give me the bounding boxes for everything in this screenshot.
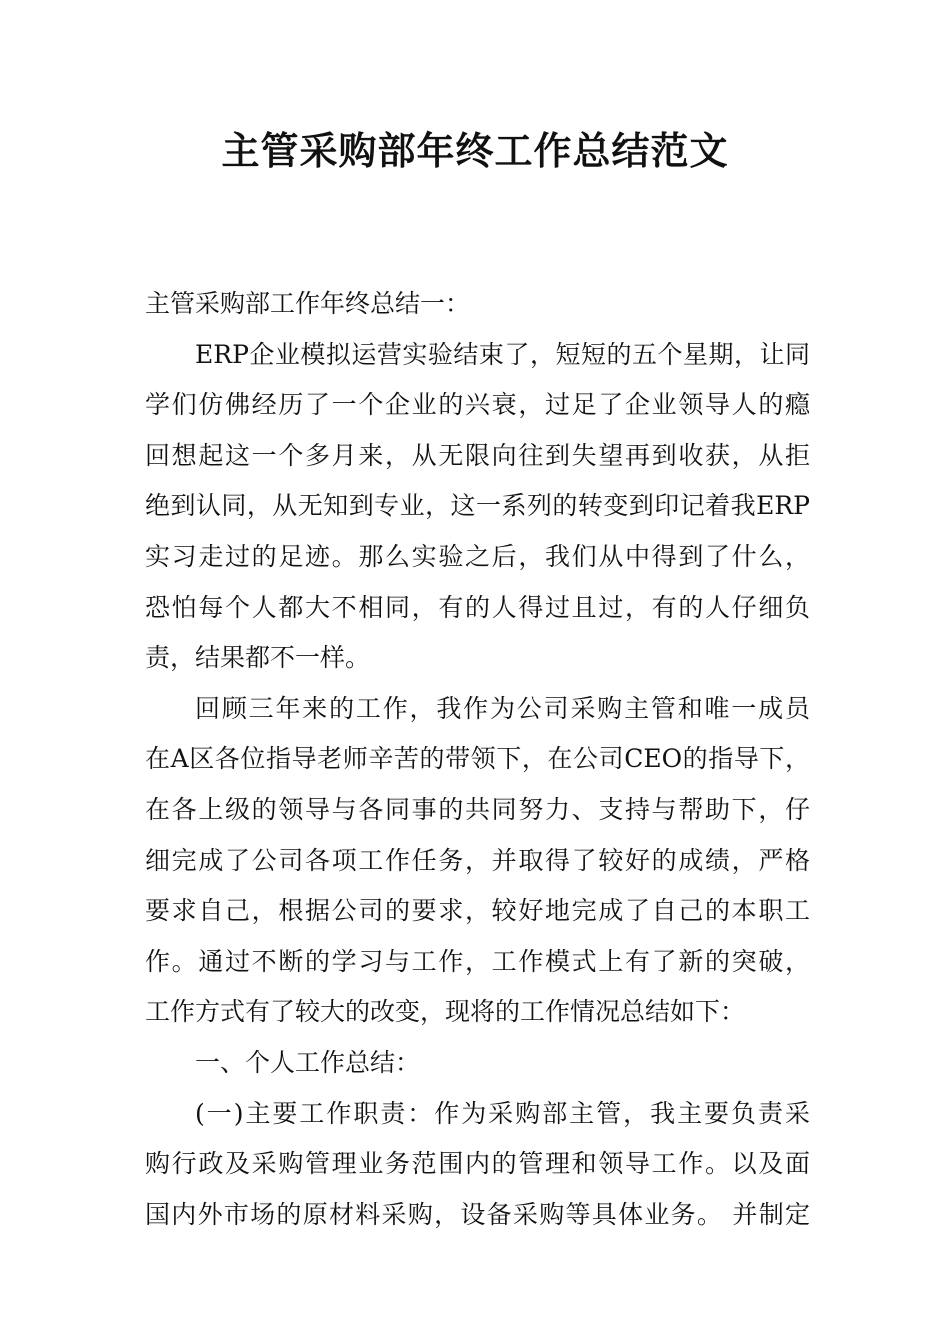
- paragraph-line: 回顾三年来的工作，我作为公司采购主管和唯一成员: [195, 693, 810, 723]
- paragraph-line: 实习走过的足迹。那么实验之后，我们从中得到了什么，: [145, 541, 810, 571]
- paragraph-line: 恐怕每个人都大不相同，有的人得过且过，有的人仔细负: [145, 592, 810, 622]
- document-body: [145, 279, 810, 1240]
- paragraph-line: 在A区各位指导老师辛苦的带领下，在公司CEO的指导下，: [145, 744, 810, 774]
- document-title: 主管采购部年终工作总结范文: [221, 129, 729, 173]
- paragraph-line: ERP企业模拟运营实验结束了，短短的五个星期，让同: [195, 339, 810, 369]
- paragraph-line: (一)主要工作职责：作为采购部主管，我主要负责采: [195, 1098, 810, 1128]
- paragraph-line: 在各上级的领导与各同事的共同努力、支持与帮助下，仔: [145, 794, 810, 824]
- paragraph-line: 绝到认同，从无知到专业，这一系列的转变到印记着我ERP: [145, 491, 810, 521]
- paragraph-line: 工作方式有了较大的改变，现将的工作情况总结如下：: [145, 997, 746, 1027]
- paragraph-line: 作。通过不断的学习与工作，工作模式上有了新的突破，: [145, 946, 810, 976]
- paragraph-line: 责，结果都不一样。: [145, 643, 371, 673]
- paragraph-line: 细完成了公司各项工作任务，并取得了较好的成绩，严格: [145, 845, 810, 875]
- paragraph-line: 购行政及采购管理业务范围内的管理和领导工作。以及面: [145, 1149, 810, 1179]
- paragraph-line: 学们仿佛经历了一个企业的兴衰，过足了企业领导人的瘾: [145, 390, 810, 420]
- paragraph-line: 国内外市场的原材料采购，设备采购等具体业务。 并制定: [145, 1199, 810, 1229]
- paragraph-line: 要求自己，根据公司的要求，较好地完成了自己的本职工: [145, 896, 810, 926]
- heading-line: 主管采购部工作年终总结一：: [145, 289, 471, 318]
- paragraph-line: 回想起这一个多月来，从无限向往到失望再到收获，从拒: [145, 440, 810, 470]
- section-heading: 一、个人工作总结：: [195, 1047, 421, 1077]
